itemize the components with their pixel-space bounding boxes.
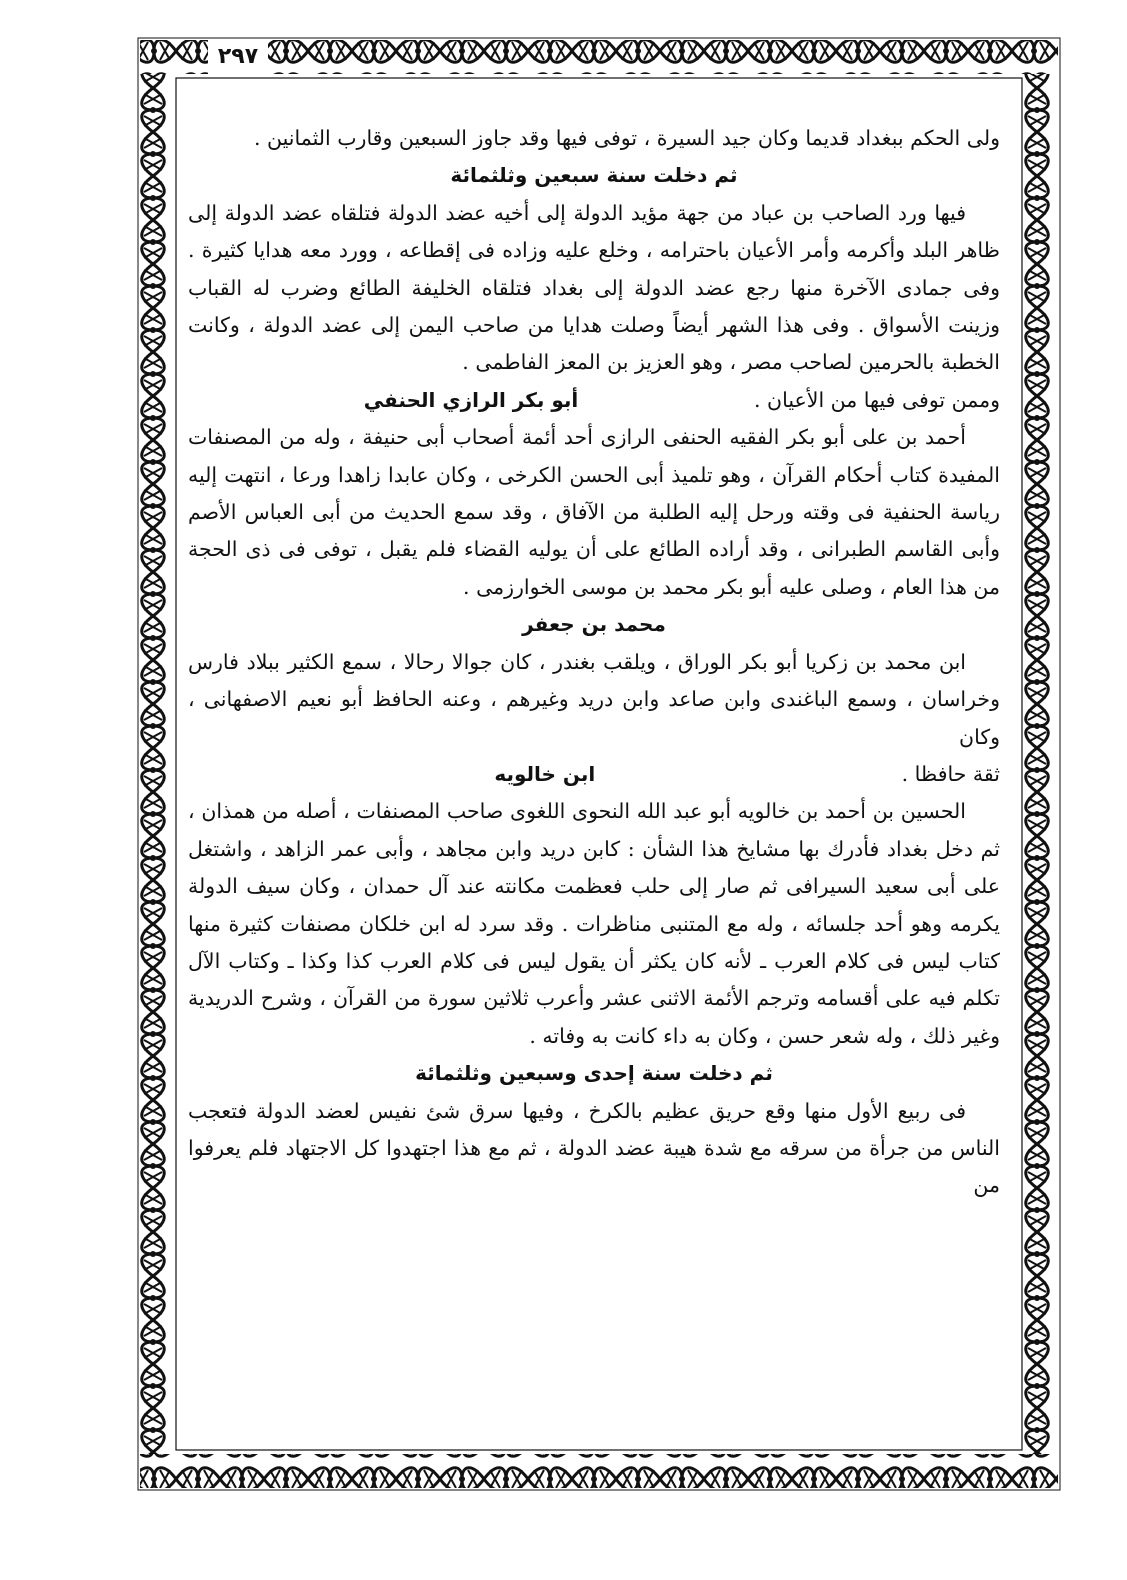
paragraph: فيها ورد الصاحب بن عباد من جهة مؤيد الدولة إلى أخيه عضد الدولة فتلقاه عضد الدولة إلى ظاهر البلد وأكرمه وأمر الأعيان باحترامه ، وخلع عليه وزاده فى إقطاعه ، وورد معه هدايا كثيرة . وفى جمادى الآخرة منها رجع عضد الدولة إلى بغداد فتلقاه الخليفة الطائع وضرب له القباب وزينت الأسواق . وفى هذا الشهر أيضاً وصلت هدايا من صاحب اليمن إلى عضد الدولة ، وكانت الخطبة بالحرمين لصاحب مصر ، وهو العزيز بن المعز الفاطمى . [188, 200, 1000, 375]
paragraph: أحمد بن على أبو بكر الفقيه الحنفى الرازى أحد أئمة أصحاب أبى حنيفة ، وله من المصنفات المفيدة كتاب أحكام القرآن ، وهو تلميذ أبى الحسن الكرخى ، وكان عابدا زاهدا ورعا ، انتهت إليه رياسة الحنفية فى وقته ورحل إليه الطلبة من الآفاق ، وقد سمع الحديث من أبى العباس الأصم وأبى القاسم الطبرانى ، وقد أراده الطائع على أن يوليه القضاء فلم يقبل ، توفى فى ذى الحجة من هذا العام ، وصلى عليه أبو بكر محمد بن موسى الخوارزمى . [188, 425, 1000, 599]
paragraph: ابن محمد بن زكريا أبو بكر الوراق ، ويلقب بغندر ، كان جوالا رحالا ، سمع الكثير ببلاد فارس وخراسان ، وسمع الباغندى وابن صاعد وابن دريد وغيرهم ، وعنه الحافظ أبو نعيم الاصفهانى ، وكان [188, 649, 1000, 749]
paragraph: الحسين بن أحمد بن خالويه أبو عبد الله النحوى اللغوى صاحب المصنفات ، أصله من همذان ، ثم دخل بغداد فأدرك بها مشايخ هذا الشأن : كابن دريد وابن مجاهد ، وأبى عمر الزاهد ، واشتغل على أبى سعيد السيرافى ثم صار إلى حلب فعظمت مكانته عند آل حمدان ، وكان سيف الدولة يكرمه وهو أحد جلسائه ، وله مع المتنبى مناظرات . وقد سرد له ابن خلكان مصنفات كثيرة منها كتاب ليس فى كلام العرب ـ لأنه كان يكثر أن يقول ليس فى كلام العرب كذا وكذا ـ وكتاب الآل تكلم فيه على أقسامه وترجم الأئمة الاثنى عشر وأعرب ثلاثين سورة من القرآن ، وشرح الدريدية وغير ذلك ، وله شعر حسن ، وكان به داء كانت به وفاته . [188, 799, 1000, 1048]
section-heading: ثم دخلت سنة سبعين وثلثمائة [450, 163, 738, 188]
inline-heading-row [188, 382, 1000, 419]
row-text: ثقة حافظا . [901, 761, 1000, 786]
page-number: ٢٩٧ [208, 40, 268, 74]
main-text [188, 120, 1000, 1205]
section-heading: محمد بن جعفر [522, 612, 666, 637]
section-heading: ثم دخلت سنة إحدى وسبعين وثلثمائة [415, 1061, 773, 1086]
inline-heading-row [188, 756, 1000, 793]
entry-heading: أبو بكر الرازي الحنفي [363, 387, 579, 412]
paragraph: فى ربيع الأول منها وقع حريق عظيم بالكرخ ، وفيها سرق شئ نفيس لعضد الدولة فتعجب الناس من جرأة من سرقه مع شدة هيبة عضد الدولة ، ثم مع هذا اجتهدوا كل الاجتهاد فلم يعرفوا من [188, 1098, 1000, 1198]
paragraph: ولى الحكم ببغداد قديما وكان جيد السيرة ، توفى فيها وقد جاوز السبعين وقارب الثمانين . [253, 126, 1000, 150]
entry-heading: ابن خالويه [494, 761, 596, 786]
row-text: وممن توفى فيها من الأعيان . [754, 387, 1000, 412]
